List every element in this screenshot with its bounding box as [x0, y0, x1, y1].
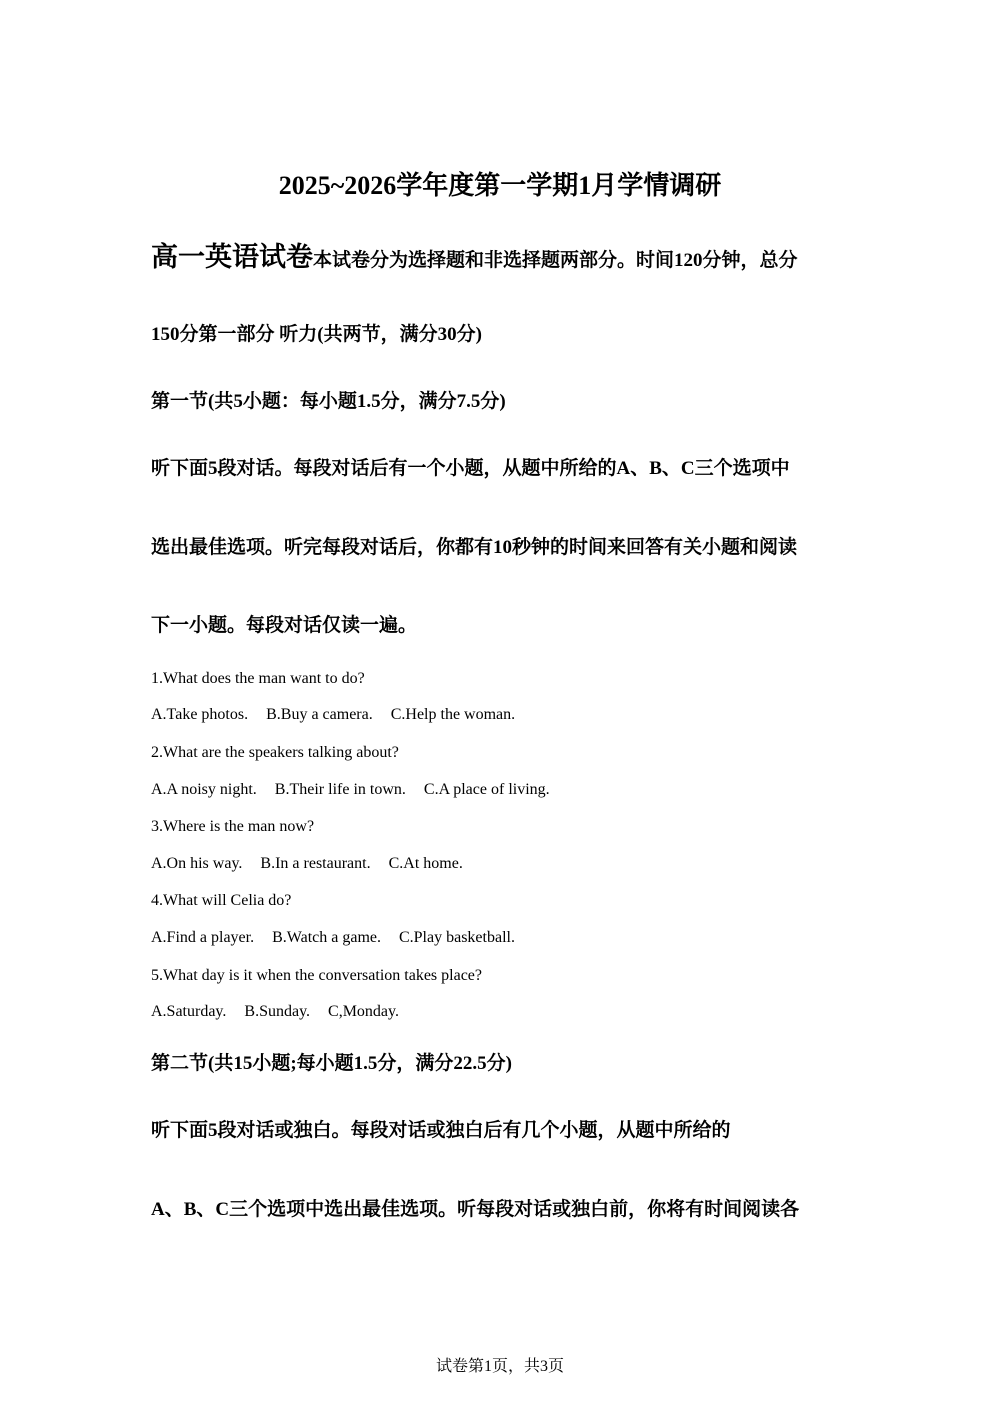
option-b: B.Buy a camera.	[266, 706, 373, 723]
question-options	[151, 778, 568, 802]
option-b: B.Sunday.	[244, 1003, 311, 1020]
question-text: 3.Where is the man now?	[151, 818, 315, 835]
option-b: B.Their life in town.	[274, 781, 406, 798]
question-options	[151, 852, 481, 876]
subtitle-line	[151, 236, 798, 284]
option-a: A.On his way.	[151, 855, 243, 872]
part-one-heading: 第一节(共5小题：每小题1.5分，满分7.5分)	[151, 391, 506, 412]
question-text: 2.What are the speakers talking about?	[151, 744, 399, 761]
page-footer: 试卷第1页，共3页	[435, 1358, 564, 1375]
question-options	[151, 1000, 417, 1024]
option-a: A.A noisy night.	[151, 781, 257, 798]
option-c: C.A place of living.	[423, 781, 550, 798]
instruction-line: A、B、C三个选项中选出最佳选项。听每段对话或独白前，你将有时间阅读各	[151, 1199, 800, 1220]
option-a: A.Saturday.	[151, 1003, 227, 1020]
option-b: B.In a restaurant.	[260, 855, 371, 872]
instruction-line: 下一小题。每段对话仅读一遍。	[151, 615, 418, 636]
section-one-heading: 150分第一部分 听力(共两节，满分30分)	[151, 324, 482, 345]
question-text: 1.What does the man want to do?	[151, 670, 365, 687]
paper-description: 本试卷分为选择题和非选择题两部分。时间120分钟，总分	[313, 250, 798, 271]
question-text: 4.What will Celia do?	[151, 892, 292, 909]
instruction-line: 听下面5段对话或独白。每段对话或独白后有几个小题，从题中所给的	[151, 1120, 731, 1141]
option-c: C.At home.	[388, 855, 463, 872]
option-c: C.Help the woman.	[390, 706, 516, 723]
option-c: C,Monday.	[328, 1003, 399, 1020]
option-a: A.Take photos.	[151, 706, 249, 723]
instruction-line: 选出最佳选项。听完每段对话后，你都有10秒钟的时间来回答有关小题和阅读	[151, 537, 798, 558]
question-options	[151, 703, 533, 727]
question-options	[151, 926, 533, 950]
option-a: A.Find a player.	[151, 929, 255, 946]
exam-title: 2025~2026学年度第一学期1月学情调研	[278, 171, 722, 200]
option-b: B.Watch a game.	[272, 929, 381, 946]
instruction-line: 听下面5段对话。每段对话后有一个小题，从题中所给的A、B、C三个选项中	[151, 458, 790, 479]
question-text: 5.What day is it when the conversation takes place?	[151, 967, 482, 984]
option-c: C.Play basketball.	[398, 929, 515, 946]
paper-name: 高一英语试卷	[151, 242, 313, 273]
part-two-heading: 第二节(共15小题;每小题1.5分，满分22.5分)	[151, 1053, 512, 1074]
